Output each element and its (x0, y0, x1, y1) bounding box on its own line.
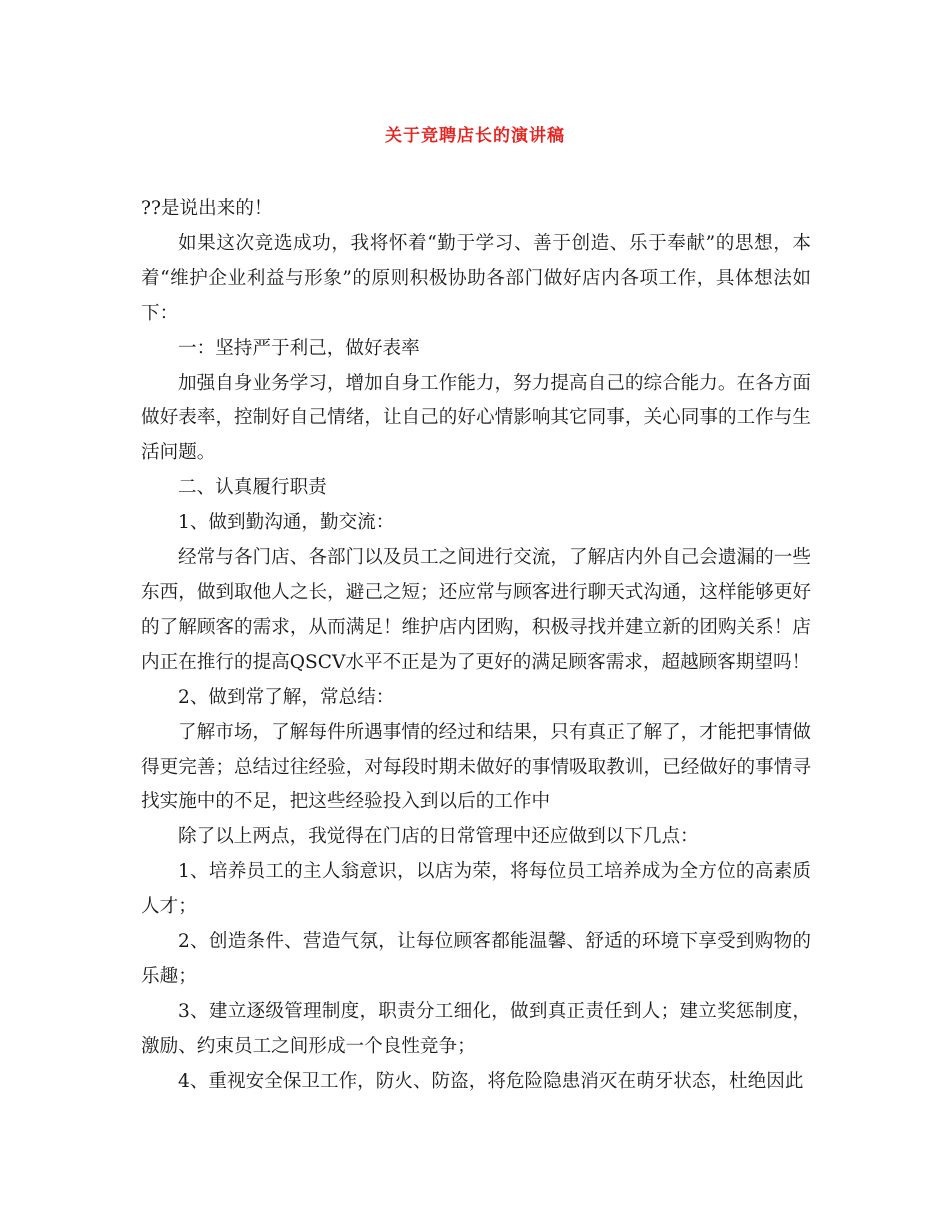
list-item: 2、创造条件、营造气氛，让每位顾客都能温馨、舒适的环境下享受到购物的乐趣； (141, 931, 811, 987)
paragraph: 加强自身业务学习，增加自身工作能力，努力提高自己的综合能力。在各方面做好表率，控制好自己情绪，让自己的好心情影响其它同事，关心同事的工作与生活问题。 (141, 372, 811, 464)
list-item: 3、建立逐级管理制度，职责分工细化，做到真正责任到人；建立奖惩制度，激励、约束员工之间形成一个良性竞争； (141, 1000, 811, 1057)
section-heading: 二、认真履行职责 (178, 477, 327, 499)
document-body (141, 192, 811, 1100)
paragraph: ??是说出来的！ (141, 198, 273, 219)
list-item: 1、培养员工的主人翁意识，以店为荣，将每位员工培养成为全方位的高素质人才； (141, 861, 811, 918)
list-item: 4、重视安全保卫工作，防火、防盗，将危险隐患消灭在萌牙状态，杜绝因此 (178, 1070, 804, 1092)
paragraph: 了解市场，了解每件所遇事情的经过和结果，只有真正了解了，才能把事情做得更完善；总结过往经验，对每段时期未做好的事情吸取教训，已经做好的事情寻找实施中的不足，把这些经验投入到以后的工作中 (141, 721, 811, 813)
document-title: 关于竞聘店长的演讲稿 (385, 126, 565, 146)
paragraph: 经常与各门店、各部门以及员工之间进行交流，了解店内外自己会遗漏的一些东西，做到取他人之长，避己之短；还应常与顾客进行聊天式沟通，这样能够更好的了解顾客的需求，从而满足！维护店内团购，积极寻找并建立新的团购关系！店内正在推行的提高QSCV水平不正是为了更好的满足顾客需求，超越顾客期望吗！ (141, 547, 811, 673)
section-heading: 一：坚持严于利己，做好表率 (178, 337, 420, 359)
subsection-heading: 2、做到常了解，常总结： (178, 686, 395, 708)
paragraph: 除了以上两点，我觉得在门店的日常管理中还应做到以下几点： (178, 826, 699, 848)
paragraph: 如果这次竞选成功，我将怀着“勤于学习、善于创造、乐于奉献”的思想，本着“维护企业利益与形象”的原则积极协助各部门做好店内各项工作，具体想法如下： (141, 232, 811, 324)
subsection-heading: 1、做到勤沟通，勤交流： (178, 512, 395, 534)
